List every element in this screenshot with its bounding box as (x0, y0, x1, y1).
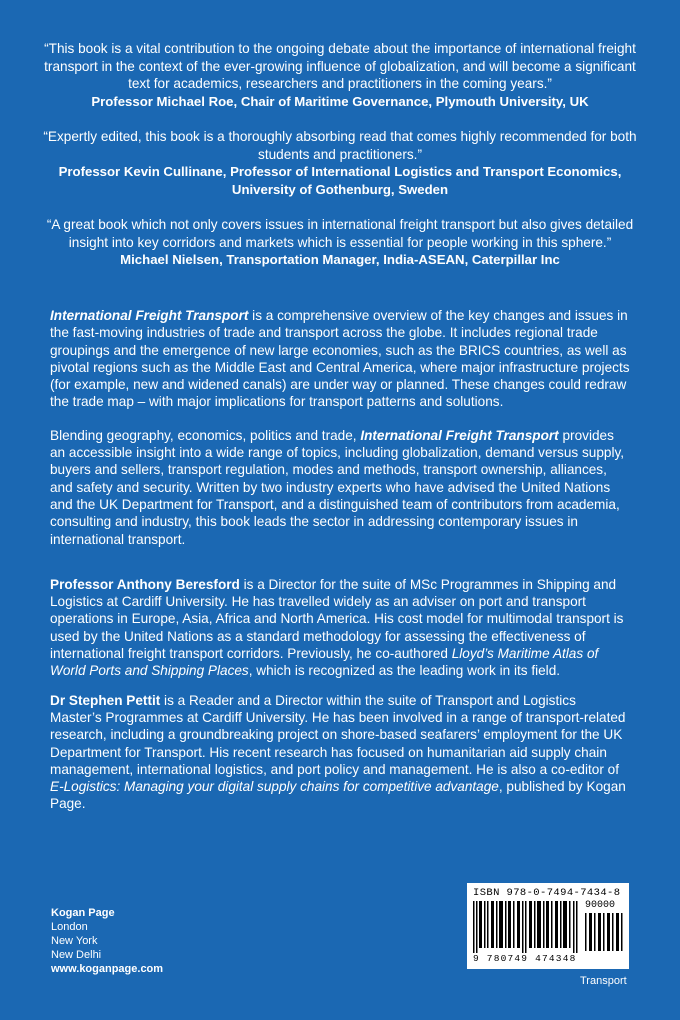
bio-text: , published by Kogan Page. (50, 779, 626, 812)
barcode-digits: 9 780749 474348 (473, 953, 577, 964)
endorsement (40, 216, 640, 269)
barcode (467, 883, 629, 969)
book-title: International Freight Transport (360, 427, 559, 443)
description-paragraph (50, 427, 630, 548)
endorsement (40, 40, 640, 110)
isbn-text: ISBN 978-0-7494-7434-8 (473, 887, 621, 899)
category-label: Transport (580, 975, 627, 987)
publisher-url[interactable]: www.koganpage.com (51, 963, 164, 975)
author-name: Professor Anthony Beresford (50, 576, 240, 592)
quote-attribution: Professor Kevin Cullinane, Professor of International Logistics and Transport Economics, University of Gothenburg, Sweden (58, 164, 622, 197)
quote-text: “Expertly edited, this book is a thoroughly absorbing read that comes highly recommended for both students and practitioners.” (43, 129, 637, 162)
publisher-city: New Delhi (51, 949, 102, 961)
author-name: Dr Stephen Pettit (50, 692, 161, 708)
description-text: Blending geography, economics, politics and trade, (50, 427, 361, 443)
author-work-title: E-Logistics: Managing your digital supply chains for competitive advantage (50, 779, 499, 795)
publisher-city: London (51, 921, 88, 933)
bio-text: , which is recognized as the leading work in its field. (248, 663, 561, 679)
barcode-bars-icon (473, 901, 581, 953)
author-work-title: Lloyd’s Maritime Atlas of World Ports and Shipping Places (50, 646, 599, 679)
author-bio (50, 576, 630, 680)
price-barcode-icon (585, 913, 623, 951)
bio-text: is a Director for the suite of MSc Programmes in Shipping and Logistics at Cardiff University. He has travelled widely as an adviser on port and transport operations in Europe, Asia, Africa and North America. His cost model for multimodal transport is used by the United Nations as a standard methodology for assessing the effectiveness of international freight transport corridors. Previously, he co-authored (50, 576, 624, 662)
description-paragraph (50, 307, 630, 411)
description-text: provides an accessible insight into a wide range of topics, including globalization, demand versus supply, buyers and sellers, transport regulation, modes and methods, transport ownership, alliances, and safety and security. Written by two industry experts who have advised the United Nations and the UK Department for Transport, and a distinguished team of contributors from academia, consulting and industry, this book leads the sector in addressing contemporary issues in international transport. (50, 427, 625, 547)
quote-attribution: Professor Michael Roe, Chair of Maritime Governance, Plymouth University, UK (91, 93, 589, 109)
bio-text: is a Reader and a Director within the suite of Transport and Logistics Master’s Programmes at Cardiff University. He has been involved in a range of transport-related research, including a groundbreaking project on shore-based seafarers’ employment for the UK Department for Transport. His recent research has focused on humanitarian aid supply chain management, international logistics, and port policy and management. He is also a co-editor of (50, 692, 626, 777)
endorsements (40, 40, 640, 287)
publisher-name: Kogan Page (51, 907, 115, 919)
quote-text: “A great book which not only covers issues in international freight transport but also gives detailed insight into key corridors and markets which is essential for people working in this sphere.” (46, 217, 634, 250)
author-bio (50, 692, 630, 813)
publisher-block (51, 906, 163, 976)
endorsement (40, 128, 640, 198)
price-code: 90000 (585, 900, 616, 911)
quote-text: “This book is a vital contribution to the ongoing debate about the importance of international freight transport in the context of the ever-growing influence of globalization, and will become a significant text for academics, researchers and practitioners in the coming years.” (44, 41, 636, 91)
book-title: International Freight Transport (50, 308, 249, 323)
book-description (50, 307, 630, 829)
description-text: is a comprehensive overview of the key changes and issues in the fast-moving industries of trade and transport across the globe. It includes regional trade groupings and the emergence of new large economies, such as the BRICS countries, as well as pivotal regions such as the Middle East and Central America, where major infrastructure projects (for example, new and widened canals) are under way or planned. These changes could redraw the trade map – with major implications for transport patterns and solutions. (50, 308, 630, 410)
publisher-city: New York (51, 935, 98, 947)
quote-attribution: Michael Nielsen, Transportation Manager, India-ASEAN, Caterpillar Inc (120, 252, 560, 267)
